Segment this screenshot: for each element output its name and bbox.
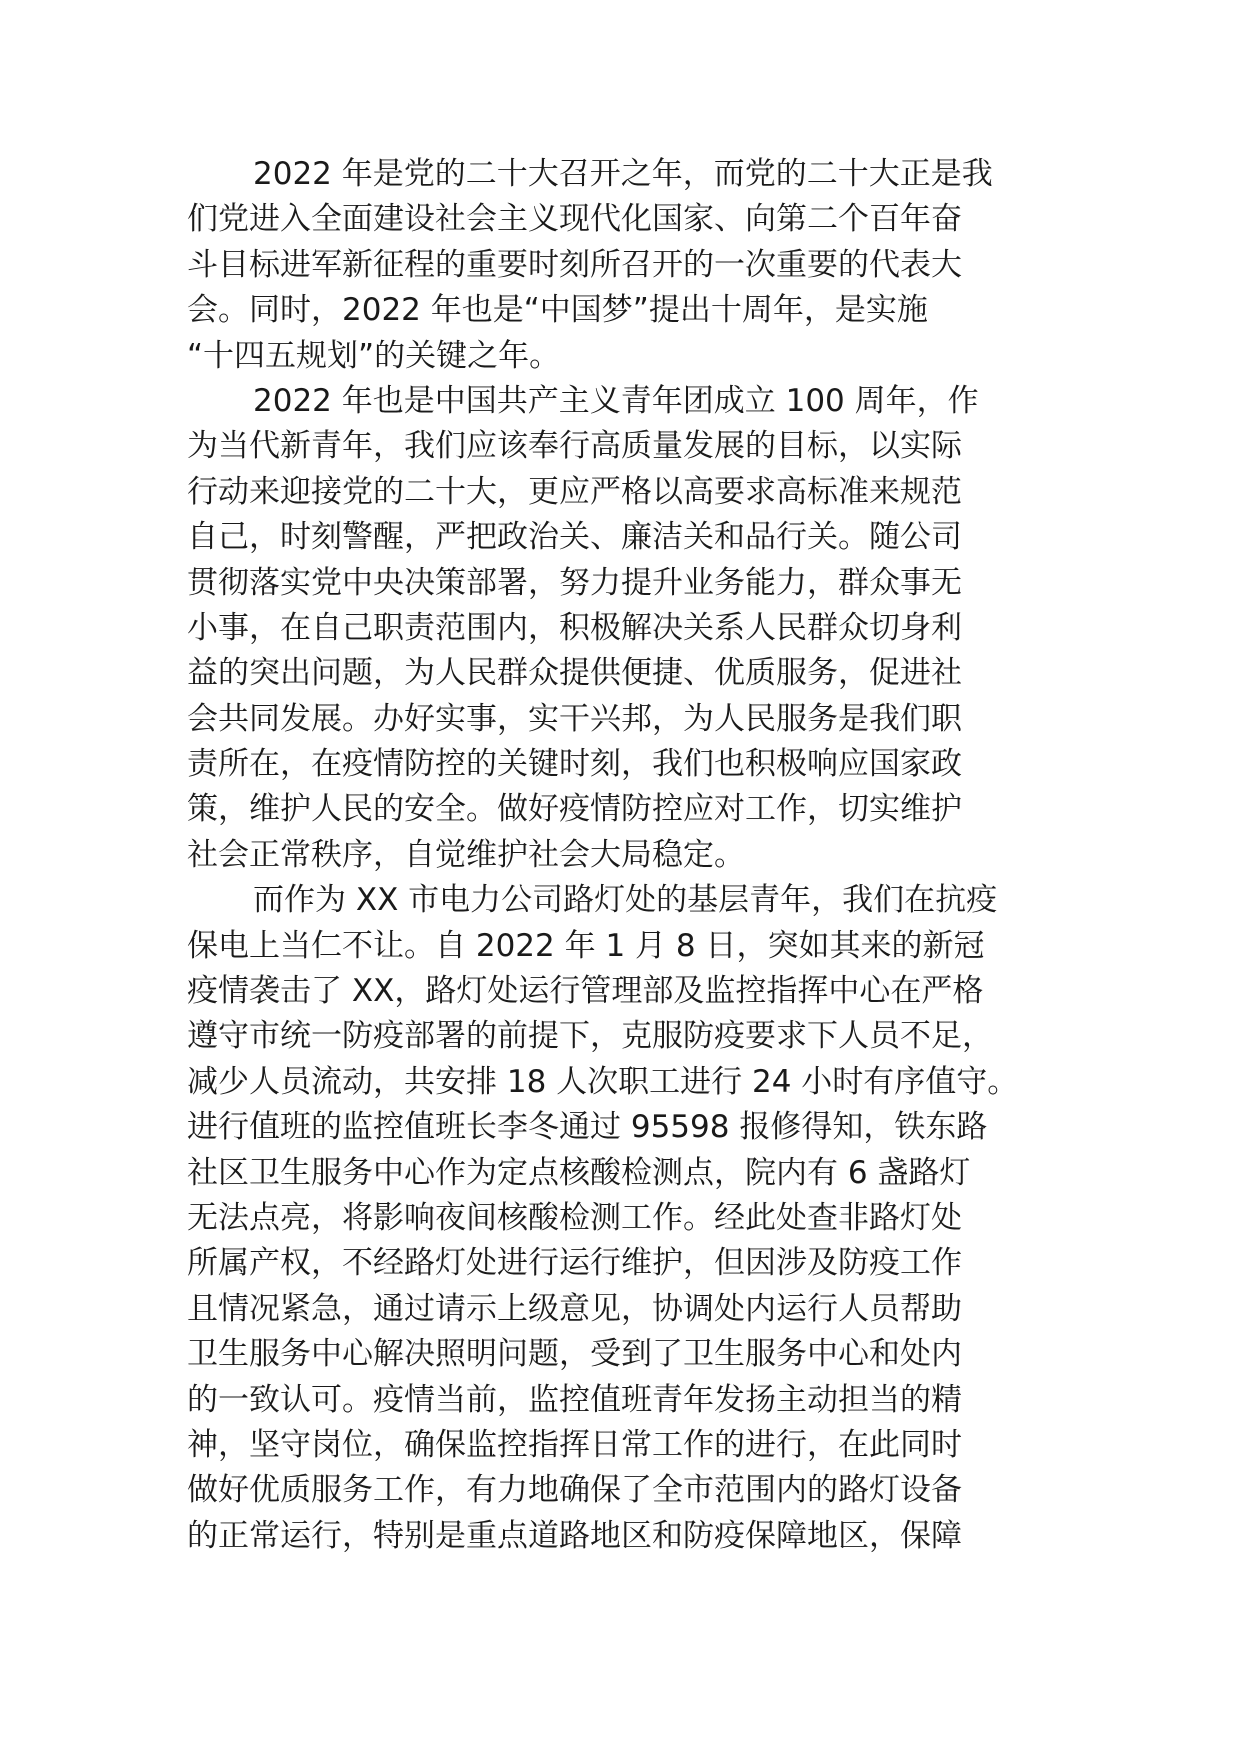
text-line: 为当代新青年，我们应该奉行高质量发展的目标，以实际 bbox=[187, 428, 962, 465]
text-line: 自己，时刻警醒，严把政治关、廉洁关和品行关。随公司 bbox=[187, 519, 962, 556]
text-line: 卫生服务中心解决照明问题，受到了卫生服务中心和处内 bbox=[187, 1336, 962, 1373]
text-line: 减少人员流动，共安排 18 人次职工进行 24 小时有序值守。 bbox=[187, 1063, 1019, 1100]
text-line: 社会正常秩序，自觉维护社会大局稳定。 bbox=[187, 836, 745, 873]
text-line: 2022 年也是中国共产主义青年团成立 100 周年，作 bbox=[253, 382, 979, 419]
text-line: 神，坚守岗位，确保监控指挥日常工作的进行，在此同时 bbox=[187, 1426, 962, 1463]
paragraph-2 bbox=[187, 379, 1053, 878]
text-line: “十四五规划”的关键之年。 bbox=[187, 337, 561, 374]
paragraph-3 bbox=[187, 878, 1053, 1559]
text-line: 疫情袭击了 XX，路灯处运行管理部及监控指挥中心在严格 bbox=[187, 973, 984, 1010]
text-line: 社区卫生服务中心作为定点核酸检测点，院内有 6 盏路灯 bbox=[187, 1154, 971, 1191]
document-body bbox=[187, 152, 1053, 1559]
text-line: 进行值班的监控值班长李冬通过 95598 报修得知，铁东路 bbox=[187, 1109, 988, 1146]
text-line: 们党进入全面建设社会主义现代化国家、向第二个百年奋 bbox=[187, 201, 962, 238]
text-line: 遵守市统一防疫部署的前提下，克服防疫要求下人员不足， bbox=[187, 1018, 993, 1055]
text-line: 会。同时，2022 年也是“中国梦”提出十周年，是实施 bbox=[187, 292, 928, 329]
text-line: 的一致认可。疫情当前，监控值班青年发扬主动担当的精 bbox=[187, 1381, 962, 1418]
text-line: 做好优质服务工作，有力地确保了全市范围内的路灯设备 bbox=[187, 1472, 962, 1509]
text-line: 益的突出问题，为人民群众提供便捷、优质服务，促进社 bbox=[187, 655, 962, 692]
text-line: 的正常运行，特别是重点道路地区和防疫保障地区，保障 bbox=[187, 1517, 962, 1554]
text-line: 策，维护人民的安全。做好疫情防控应对工作，切实维护 bbox=[187, 791, 962, 828]
text-line: 责所在，在疫情防控的关键时刻，我们也积极响应国家政 bbox=[187, 746, 962, 783]
text-line: 贯彻落实党中央决策部署，努力提升业务能力，群众事无 bbox=[187, 564, 962, 601]
text-line: 行动来迎接党的二十大，更应严格以高要求高标准来规范 bbox=[187, 473, 962, 510]
text-line: 无法点亮，将影响夜间核酸检测工作。经此处查非路灯处 bbox=[187, 1199, 962, 1236]
text-line: 斗目标进军新征程的重要时刻所召开的一次重要的代表大 bbox=[187, 246, 962, 283]
text-line: 2022 年是党的二十大召开之年，而党的二十大正是我 bbox=[253, 156, 993, 192]
text-line: 小事，在自己职责范围内，积极解决关系人民群众切身利 bbox=[187, 609, 962, 646]
text-line: 保电上当仁不让。自 2022 年 1 月 8 日，突如其来的新冠 bbox=[187, 927, 985, 964]
text-line: 会共同发展。办好实事，实干兴邦，为人民服务是我们职 bbox=[187, 700, 962, 737]
text-line: 所属产权，不经路灯处进行运行维护，但因涉及防疫工作 bbox=[187, 1245, 962, 1282]
text-line: 而作为 XX 市电力公司路灯处的基层青年，我们在抗疫 bbox=[253, 882, 998, 919]
text-line: 且情况紧急，通过请示上级意见，协调处内运行人员帮助 bbox=[187, 1290, 962, 1327]
paragraph-1 bbox=[187, 152, 1053, 379]
